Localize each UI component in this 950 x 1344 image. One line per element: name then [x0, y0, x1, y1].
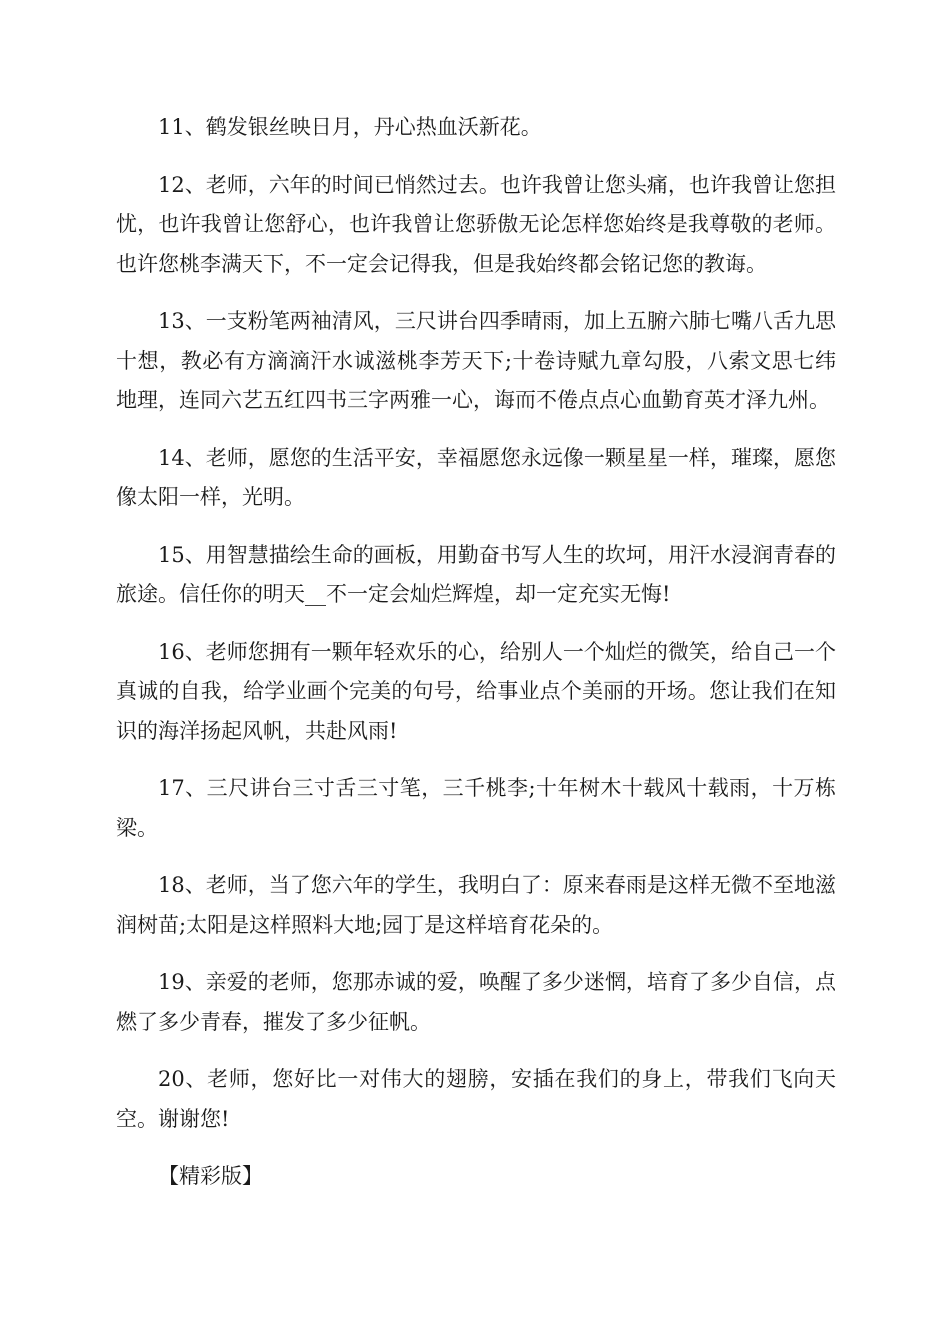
- section-heading: 【精彩版】: [158, 1164, 263, 1188]
- document-body: [116, 108, 836, 1197]
- paragraph-18: 18、老师，当了您六年的学生，我明白了：原来春雨是这样无微不至地滋润树苗;太阳是这样照料大地;园丁是这样培育花朵的。: [116, 873, 836, 937]
- paragraph-15: 15、用智慧描绘生命的画板，用勤奋书写人生的坎坷，用汗水浸润青春的旅途。信任你的明天__不一定会灿烂辉煌，却一定充实无悔!: [116, 542, 836, 606]
- paragraph-16: 16、老师您拥有一颗年轻欢乐的心，给别人一个灿烂的微笑，给自己一个真诚的自我，给学业画个完美的句号，给事业点个美丽的开场。您让我们在知识的海洋扬起风帆，共赴风雨!: [116, 639, 836, 743]
- paragraph-20: 20、老师，您好比一对伟大的翅膀，安插在我们的身上，带我们飞向天空。谢谢您!: [116, 1067, 836, 1131]
- paragraph-14: 14、老师，愿您的生活平安，幸福愿您永远像一颗星星一样，璀璨，愿您像太阳一样，光明。: [116, 445, 836, 509]
- paragraph-19: 19、亲爱的老师，您那赤诚的爱，唤醒了多少迷惘，培育了多少自信，点燃了多少青春，摧发了多少征帆。: [116, 970, 836, 1034]
- paragraph-12: 12、老师，六年的时间已悄然过去。也许我曾让您头痛，也许我曾让您担忧，也许我曾让您舒心，也许我曾让您骄傲无论怎样您始终是我尊敬的老师。也许您桃李满天下，不一定会记得我，但是我始终都会铭记您的教诲。: [116, 172, 836, 276]
- paragraph-11: 11、鹤发银丝映日月，丹心热血沃新花。: [158, 115, 542, 139]
- paragraph-17: 17、三尺讲台三寸舌三寸笔，三千桃李;十年树木十载风十载雨，十万栋梁。: [116, 776, 836, 840]
- paragraph-13: 13、一支粉笔两袖清风，三尺讲台四季晴雨，加上五腑六肺七嘴八舌九思十想，教必有方滴滴汗水诚滋桃李芳天下;十卷诗赋九章勾股，八索文思七纬地理，连同六艺五红四书三字两雅一心，诲而不倦点点心血勤育英才泽九州。: [116, 309, 836, 412]
